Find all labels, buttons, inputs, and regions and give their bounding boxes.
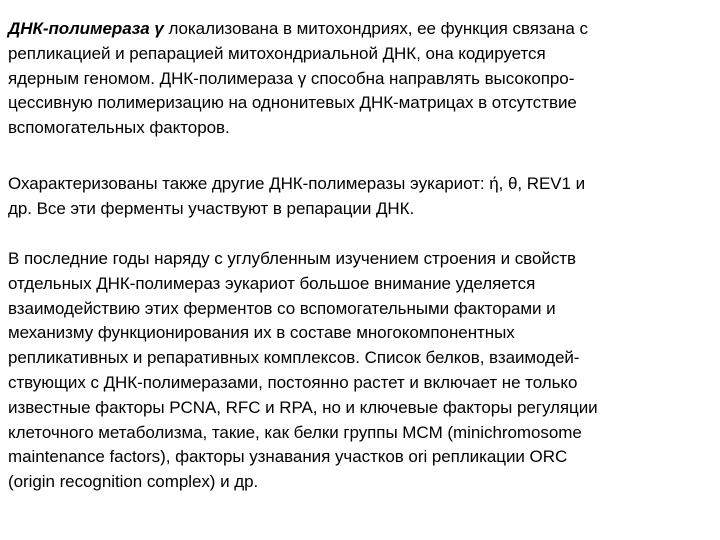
text-line: клеточного метаболизма, такие, как белки группы MCM (minichromosome (8, 422, 582, 442)
text-line: цессивную полимеризацию на однонитевых ДНК-матрицах в отсутствие (8, 93, 577, 113)
paragraph-recent-research (8, 247, 716, 495)
text-line: взаимодействию этих ферментов со вспомогательными факторами и (8, 298, 556, 318)
text-line: отдельных ДНК-полимераз эукариот большое внимание уделяется (8, 273, 536, 293)
text-line-rest: локализована в митохондриях, ее функция связана с (163, 19, 588, 38)
text-line: (origin recognition complex) и др. (8, 472, 259, 492)
text-line (8, 17, 716, 42)
text-line: репликацией и репарацией митохондриальной ДНК, она кодируется (8, 43, 546, 63)
text-line: вспомогательных факторов. (8, 118, 230, 138)
paragraph-dna-polymerase-gamma (8, 17, 716, 141)
text-line: репликативных и репаративных комплексов. Список белков, взаимодей- (8, 348, 580, 368)
paragraph-other-polymerases (8, 172, 716, 222)
text-line: Охарактеризованы также другие ДНК-полимеразы эукариот: ή, θ, REV1 и (8, 174, 586, 193)
text-line: В последние годы наряду с углубленным изучением строения и свойств (8, 249, 576, 268)
text-line: maintenance factors), факторы узнавания участков ori репликации ORC (8, 447, 568, 467)
text-line: ствующих с ДНК-полимеразами, постоянно растет и включает не только (8, 372, 578, 392)
text-line: др. Все эти ферменты участвуют в репарации ДНК. (8, 198, 415, 218)
text-line: известные факторы PCNA, RFC и RPA, но и ключевые факторы регуляции (8, 397, 598, 417)
text-line: механизму функционирования их в составе многокомпонентных (8, 323, 515, 343)
text-line: ядерным геномом. ДНК-полимераза γ способна направлять высокопро- (8, 68, 575, 88)
term-dna-polymerase-gamma: ДНК-полимераза γ (8, 19, 164, 38)
